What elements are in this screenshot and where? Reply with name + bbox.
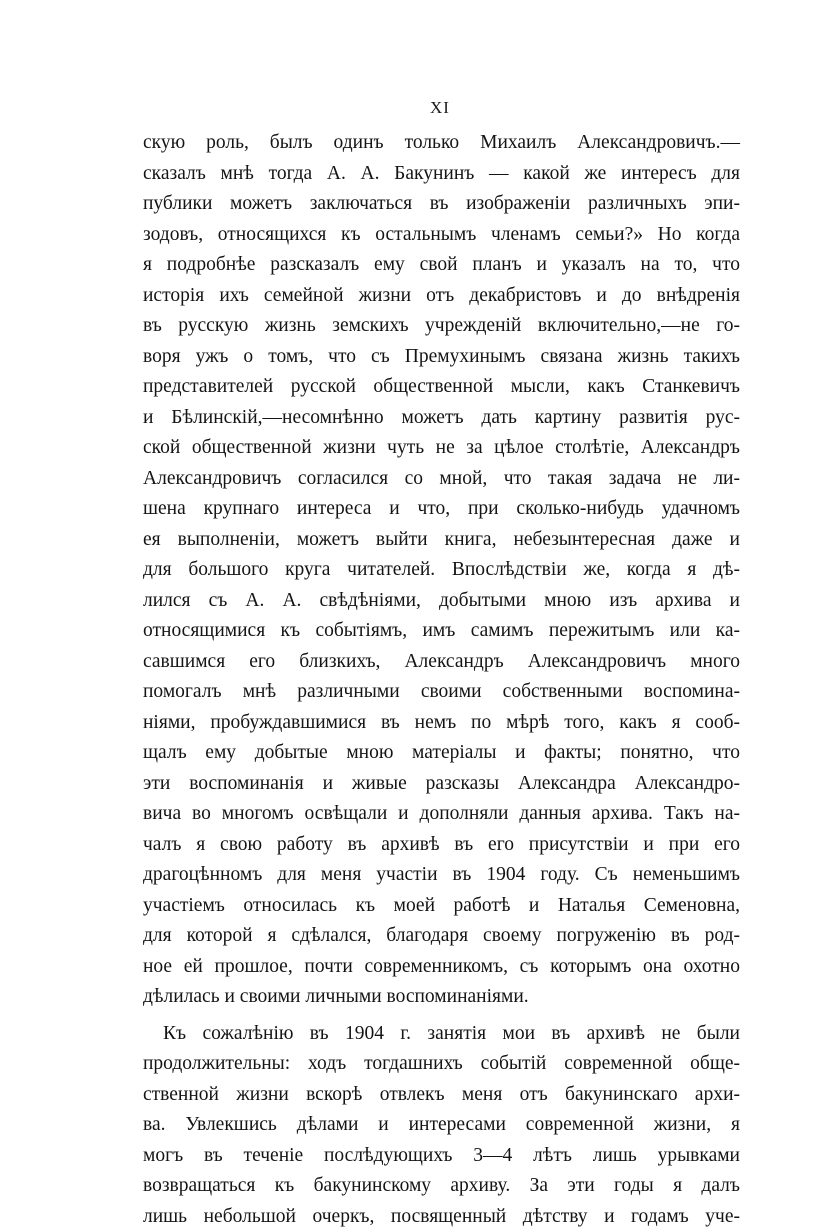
text-line: и Бѣлинскій,—несомнѣнно можетъ дать картину развитія рус-: [143, 403, 740, 434]
text-line: ное ей прошлое, почти современникомъ, съ которымъ она охотно: [143, 952, 740, 983]
text-line: драгоцѣнномъ для меня участіи въ 1904 году. Съ неменьшимъ: [143, 860, 740, 891]
text-line: ской общественной жизни чуть не за цѣлое столѣтіе, Александръ: [143, 433, 740, 464]
text-line: воря ужъ о томъ, что съ Премухинымъ связана жизнь такихъ: [143, 342, 740, 373]
page-number: XI: [0, 98, 840, 118]
text-line: дѣлилась и своими личными воспоминаніями.: [143, 982, 740, 1013]
text-line: ственной жизни вскорѣ отвлекъ меня отъ бакунинскаго архи-: [143, 1080, 740, 1111]
text-line: зодовъ, относящихся къ остальнымъ членамъ семьи?» Но когда: [143, 220, 740, 251]
text-line: сказалъ мнѣ тогда А. А. Бакунинъ — какой же интересъ для: [143, 159, 740, 190]
text-line: я подробнѣе разсказалъ ему свой планъ и указалъ на то, что: [143, 250, 740, 281]
body-text: [143, 128, 740, 1232]
text-line: помогалъ мнѣ различными своими собственными воспомина-: [143, 677, 740, 708]
text-line: относящимися къ событіямъ, имъ самимъ пережитымъ или ка-: [143, 616, 740, 647]
text-line: вича во многомъ освѣщали и дополняли данныя архива. Такъ на-: [143, 799, 740, 830]
text-line: ва. Увлекшись дѣлами и интересами современной жизни, я: [143, 1110, 740, 1141]
text-line: могъ въ теченіе послѣдующихъ 3—4 лѣтъ лишь урывками: [143, 1141, 740, 1172]
text-line: чалъ я свою работу въ архивѣ въ его присутствіи и при его: [143, 830, 740, 861]
text-line: шена крупнаго интереса и что, при сколько-нибудь удачномъ: [143, 494, 740, 525]
text-line: Александровичъ согласился со мной, что такая задача не ли-: [143, 464, 740, 495]
text-line: скую роль, былъ одинъ только Михаилъ Александровичъ.—: [143, 128, 740, 159]
text-line: эти воспоминанія и живые разсказы Александра Александро-: [143, 769, 740, 800]
text-line: Къ сожалѣнію въ 1904 г. занятія мои въ архивѣ не были: [143, 1019, 740, 1050]
text-line: щалъ ему добытые мною матеріалы и факты; понятно, что: [143, 738, 740, 769]
text-line: возвращаться къ бакунинскому архиву. За эти годы я далъ: [143, 1171, 740, 1202]
text-line: для большого круга читателей. Впослѣдствіи же, когда я дѣ-: [143, 555, 740, 586]
text-line: ея выполненіи, можетъ выйти книга, небезынтересная даже и: [143, 525, 740, 556]
text-line: публики можетъ заключаться въ изображеніи различныхъ эпи-: [143, 189, 740, 220]
text-line: лишь небольшой очеркъ, посвященный дѣтству и годамъ уче-: [143, 1202, 740, 1232]
text-line: для которой я сдѣлался, благодаря своему погруженію въ род-: [143, 921, 740, 952]
text-line: продолжительны: ходъ тогдашнихъ событій современной обще-: [143, 1049, 740, 1080]
text-line: исторія ихъ семейной жизни отъ декабристовъ и до внѣдренія: [143, 281, 740, 312]
paragraph: [143, 128, 740, 1013]
text-line: въ русскую жизнь земскихъ учрежденій включительно,—не го-: [143, 311, 740, 342]
paragraph: [143, 1019, 740, 1232]
text-line: лился съ А. А. свѣдѣніями, добытыми мною изъ архива и: [143, 586, 740, 617]
text-line: ніями, пробуждавшимися въ немъ по мѣрѣ того, какъ я сооб-: [143, 708, 740, 739]
text-line: савшимся его близкихъ, Александръ Александровичъ много: [143, 647, 740, 678]
text-line: участіемъ относилась къ моей работѣ и Наталья Семеновна,: [143, 891, 740, 922]
text-line: представителей русской общественной мысли, какъ Станкевичъ: [143, 372, 740, 403]
